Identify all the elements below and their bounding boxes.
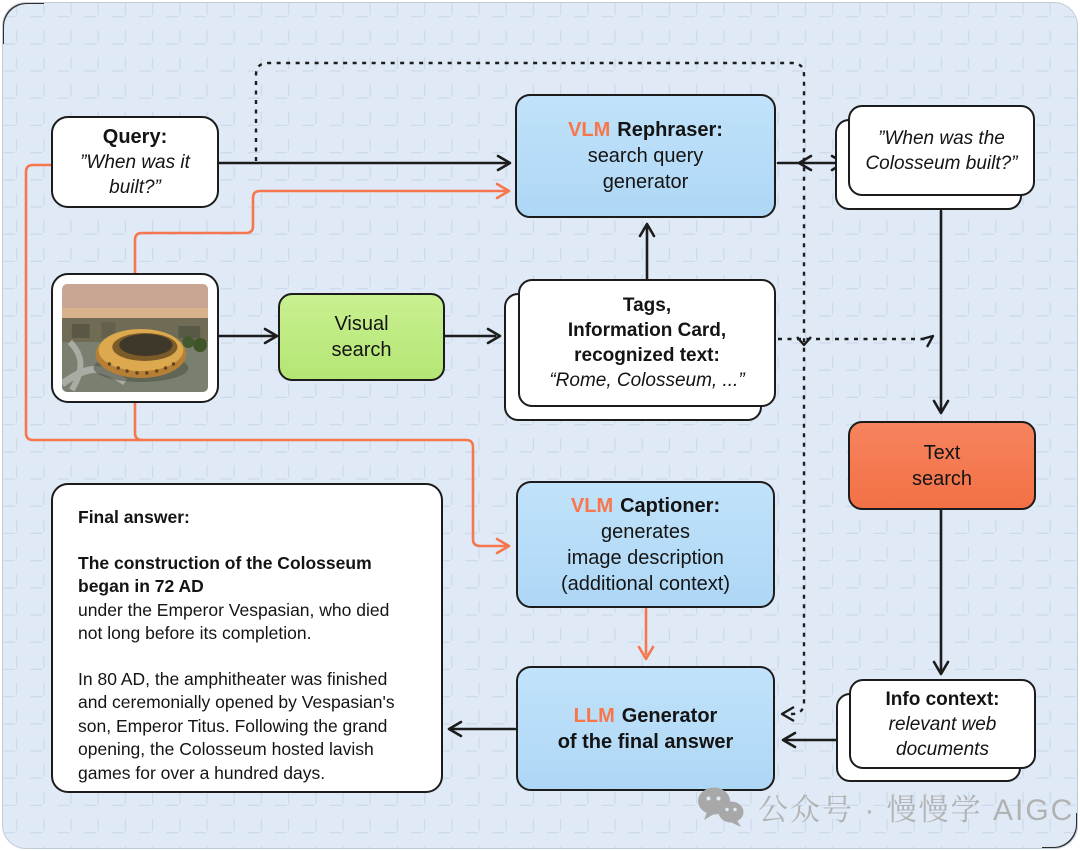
tags-line1: Tags, [622,295,672,316]
query-title: Query: [102,126,168,148]
query-quote: ”When was it built?” [80,152,190,198]
image-node [51,273,219,403]
final-answer-paragraph-1 [78,552,411,646]
arrowhead-query-to-rephraser [498,156,510,170]
arrowhead-text-search-to-info [934,662,948,674]
watermark-text: 公众号 · 慢慢学 AIGC [758,794,1075,827]
dashed-arrowhead-junction-down [797,337,811,345]
dashed-arrowhead-into-llm [782,707,794,721]
text-search-node [848,421,1036,510]
info-context-card [849,679,1036,769]
query-node [51,116,219,208]
rephraser-accent: VLM [568,119,611,141]
rephraser-title: Rephraser: [617,119,723,141]
dashed-arrowhead-to-text-search-line [922,336,933,347]
rephrased-query-quote: ”When was the Colosseum built?” [865,127,1018,174]
arrowhead-image-to-visual-search [265,329,277,343]
arrowhead-tags-to-rephraser [640,224,654,236]
watermark [697,785,1074,829]
final-answer-node [51,483,443,793]
tags-line2: Information Card, [567,320,727,341]
arrowhead-info-to-llm [783,733,795,747]
captioner-title-line [571,493,720,519]
arrowhead-card-to-text-search [934,401,948,413]
llm-title: Generator [621,704,718,727]
rephrased-query-card [848,105,1035,196]
info-context-sub: relevant web documents [888,713,997,760]
rephraser-sub1: search query [587,145,704,167]
captioner-title: Captioner: [620,494,721,517]
visual-search-label: Visual search [331,313,392,361]
final-answer-p1-rest: under the Emperor Vespasian, who died not long before its completion. [78,599,390,643]
orange-arrowhead-into-llm [639,647,653,659]
vlm-captioner-node [516,481,775,608]
rephraser-sub2: generator [602,171,689,193]
tags-quote: “Rome, Colosseum, ...” [549,370,745,391]
llm-title-line [574,703,718,729]
captioner-accent: VLM [570,494,614,517]
screenshot-corner-top-left [2,2,44,44]
orange-path-image-join [135,403,142,440]
llm-generator-node [516,666,775,791]
tags-card [518,279,776,407]
text-search-label: Text search [911,441,973,490]
visual-search-node [278,293,445,381]
tags-line3: recognized text: [574,345,720,366]
captioner-sub1: generates [601,520,690,543]
orange-arrowhead-into-captioner [497,539,509,553]
final-answer-p1-bold: The construction of the Colosseum began in 72 AD [78,552,372,596]
llm-accent: LLM [573,704,615,727]
diagram-canvas [2,2,1078,849]
wechat-icon [697,786,745,828]
captioner-sub2: image description [567,546,724,569]
arrowhead-visual-search-to-tags [488,329,500,343]
final-answer-heading: Final answer: [78,507,190,527]
llm-line2: of the final answer [557,730,734,753]
captioner-sub3: (additional context) [561,572,730,595]
arrowhead-llm-to-final-answer [449,722,461,736]
rephraser-title-line [568,117,723,143]
info-context-title: Info context: [885,688,1000,710]
arrowhead-rephraser-to-card-left [799,156,811,170]
orange-arrowhead-into-rephraser [497,184,509,198]
vlm-rephraser-node [515,94,776,218]
colosseum-photo [62,284,208,392]
final-answer-paragraph-2: In 80 AD, the amphitheater was finished and ceremonially opened by Vespasian's son, Emperor Titus. Following the grand opening, the Colosseum hosted lavish games for over a hundred days. [78,668,395,783]
